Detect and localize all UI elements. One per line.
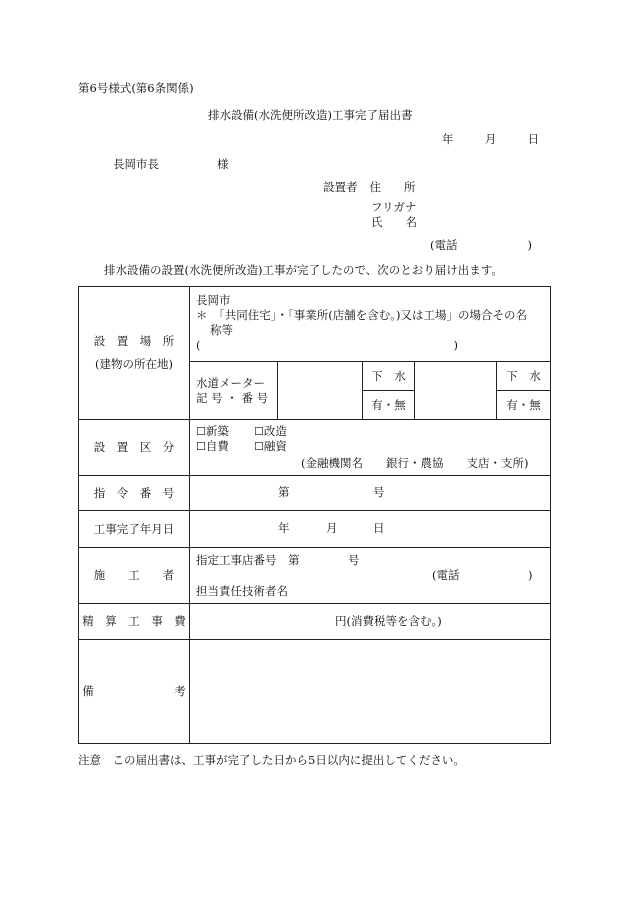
meter-value-cell-2[interactable] bbox=[415, 362, 497, 420]
intro-text: 排水設備の設置(水洗便所改造)工事が完了したので、次のとおり届け出ます。 bbox=[104, 263, 503, 277]
completion-day: 日 bbox=[373, 521, 385, 535]
contractor-label: 施 工 者 bbox=[79, 548, 190, 604]
addressee-name: 長岡市長 bbox=[113, 157, 159, 171]
meter-label-line2: 記 号 ・ 番 号 bbox=[196, 390, 269, 405]
setter-address-line bbox=[323, 181, 416, 195]
completion-month: 月 bbox=[326, 521, 338, 535]
location-value-cell[interactable] bbox=[190, 287, 551, 362]
location-city: 長岡市 bbox=[196, 293, 231, 307]
date-month-label: 月 bbox=[484, 132, 497, 146]
contractor-value-cell[interactable] bbox=[190, 548, 551, 604]
cost-label: 精 算 工 事 費 bbox=[79, 604, 190, 640]
bank-line: (金融機関名 銀行・農協 支店・支所) bbox=[301, 456, 529, 470]
order-value-cell[interactable] bbox=[190, 476, 551, 511]
sewer-label-1: 下 水 bbox=[363, 362, 415, 391]
remarks-value-cell[interactable] bbox=[190, 640, 551, 744]
option-new[interactable] bbox=[196, 424, 229, 439]
cost-value: 円(消費税等を含む。) bbox=[335, 613, 442, 628]
location-label: 設 置 場 所 bbox=[93, 334, 175, 349]
location-note-line1: ＊ 「共同住宅」・「事業所(店舗を含む。)又は工場」の場合その名 bbox=[196, 307, 527, 322]
order-dai: 第 bbox=[278, 485, 290, 499]
checkbox-self-icon[interactable]: ☐ bbox=[196, 440, 206, 453]
location-paren-open: ( bbox=[196, 337, 201, 352]
date-year-label: 年 bbox=[442, 132, 454, 146]
location-label-cell bbox=[79, 287, 190, 420]
addressee-line bbox=[113, 158, 229, 172]
location-sub-label: (建物の所在地) bbox=[95, 357, 173, 371]
setter-label: 設置者 bbox=[323, 180, 358, 194]
order-go: 号 bbox=[373, 485, 385, 499]
completion-value-cell[interactable] bbox=[190, 511, 551, 548]
category-label: 設 置 区 分 bbox=[79, 420, 190, 476]
checkbox-remodel-icon[interactable]: ☐ bbox=[254, 425, 264, 438]
location-note-line2: 称等 bbox=[210, 322, 233, 337]
option-self[interactable] bbox=[196, 439, 229, 454]
meter-label-cell bbox=[190, 362, 278, 420]
tel-close: ) bbox=[527, 238, 532, 252]
cost-value-cell[interactable] bbox=[190, 604, 551, 640]
contractor-tel-open: (電話 bbox=[432, 568, 460, 582]
addressee-suffix: 様 bbox=[217, 157, 229, 171]
date-line bbox=[442, 133, 539, 147]
contractor-engineer: 担当責任技術者名 bbox=[196, 584, 288, 598]
option-loan-label: 融資 bbox=[263, 439, 287, 453]
location-paren-close: ) bbox=[453, 337, 458, 352]
sewer-value-1[interactable]: 有・無 bbox=[363, 391, 415, 420]
option-remodel-label: 改造 bbox=[263, 424, 287, 438]
order-label: 指 令 番 号 bbox=[79, 476, 190, 511]
meter-label-line1: 水道メーター bbox=[196, 375, 265, 390]
form-number: 第6号様式(第6条関係) bbox=[78, 81, 194, 95]
setter-tel-line bbox=[430, 239, 532, 253]
completion-label: 工事完了年月日 bbox=[79, 511, 190, 548]
tel-open: (電話 bbox=[430, 238, 458, 252]
application-table bbox=[78, 286, 551, 744]
meter-value-cell-1[interactable] bbox=[278, 362, 363, 420]
remarks-label: 備 考 bbox=[79, 640, 190, 744]
option-loan[interactable] bbox=[254, 439, 287, 454]
checkbox-new-icon[interactable]: ☐ bbox=[196, 425, 206, 438]
address-label: 住 所 bbox=[369, 180, 416, 194]
furigana-label: フリガナ bbox=[371, 200, 417, 214]
contractor-tel-close: ) bbox=[528, 568, 533, 582]
option-new-label: 新築 bbox=[205, 424, 229, 438]
date-day-label: 日 bbox=[527, 132, 540, 146]
option-self-label: 自費 bbox=[205, 439, 229, 453]
completion-year: 年 bbox=[278, 521, 290, 535]
name-label: 氏 名 bbox=[371, 215, 417, 229]
sewer-value-2[interactable]: 有・無 bbox=[497, 391, 551, 420]
footer-note: 注意 この届出書は、工事が完了した日から5日以内に提出してください。 bbox=[78, 753, 465, 767]
contractor-go: 号 bbox=[348, 553, 360, 567]
option-remodel[interactable] bbox=[254, 424, 287, 439]
document-title: 排水設備(水洗便所改造)工事完了届出書 bbox=[208, 108, 413, 122]
category-value-cell bbox=[190, 420, 551, 476]
contractor-store-no: 指定工事店番号 第 bbox=[196, 553, 300, 567]
checkbox-loan-icon[interactable]: ☐ bbox=[254, 440, 264, 453]
sewer-label-2: 下 水 bbox=[497, 362, 551, 391]
